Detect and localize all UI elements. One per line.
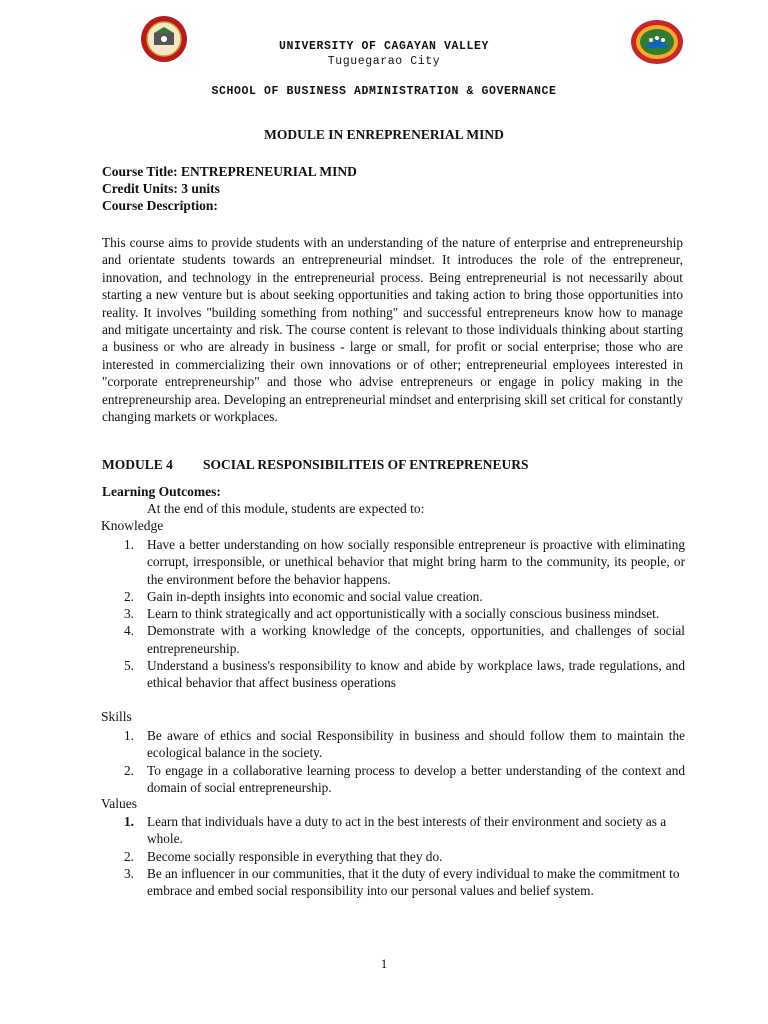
values-list (102, 813, 685, 899)
item-number: 4. (124, 623, 134, 639)
credit-units: Credit Units: 3 units (102, 181, 220, 196)
knowledge-list (102, 536, 685, 692)
item-text: Learn to think strategically and act opportunistically with a socially conscious business mindset. (147, 606, 660, 622)
module-title: MODULE IN ENREPRENERIAL MIND (264, 127, 504, 142)
item-text: Be an influencer in our communities, that it the duty of every individual to make the commitment to embrace and embed social responsibility into our personal values and belief system. (147, 865, 680, 899)
list-item (102, 727, 685, 762)
list-item (102, 588, 685, 605)
knowledge-label: Knowledge (101, 518, 164, 533)
item-text: Learn that individuals have a duty to act in the best interests of their environment and society as a whole. (147, 814, 667, 847)
list-item (102, 848, 685, 865)
module-heading: SOCIAL RESPONSIBILITEIS OF ENTREPRENEURS (203, 457, 529, 472)
list-item (102, 865, 685, 900)
university-city: Tuguegarao City (327, 55, 441, 68)
list-item (102, 605, 685, 622)
list-item (102, 657, 685, 692)
item-number: 2. (124, 762, 134, 778)
item-text: Become socially responsible in everything that they do. (147, 848, 443, 864)
list-item (102, 762, 685, 797)
item-text: Understand a business's responsibility to know and abide by workplace laws, trade regulations, and ethical behavior that affect business operations (147, 658, 685, 691)
item-number: 1. (124, 728, 134, 743)
course-description: This course aims to provide students with an understanding of the nature of enterprise and entrepreneurship and orientate students towards an entrepreneurial mindset. It introduces the role of the entrepreneur, innovation, and technology in the entrepreneurial process. Being entrepreneurial is not necessarily about starting a new venture but is about seeking opportunities and taking action to bring those opportunities into reality. It involves "building something from nothing" and successful entrepreneurs know how to manage and mitigate uncertainty and risk. The course content is relevant to those individuals thinking about starting a business or who are already in business - large or small, for profit or social enterprise; those who are interested in commercializing their own innovations or of other; entrepreneurial employees interested in "corporate entrepreneurship" and those who advise entrepreneurs or engage in policy making in the entrepreneurship area. Developing an entrepreneurial mindset and enterprising skill set critical for constantly changing markets or workplaces. (102, 235, 683, 425)
item-text: To engage in a collaborative learning process to develop a better understanding of the context and domain of social entrepreneurship. (147, 762, 685, 795)
item-number: 2. (124, 588, 134, 604)
list-item (102, 536, 685, 588)
learning-outcomes-label: Learning Outcomes: (102, 484, 221, 499)
school-name: SCHOOL OF BUSINESS ADMINISTRATION & GOVERNANCE (211, 85, 557, 98)
item-text: Be aware of ethics and social Responsibility in business and should follow them to maintain the ecological balance in the society. (147, 728, 685, 761)
values-label: Values (101, 796, 137, 811)
university-name: UNIVERSITY OF CAGAYAN VALLEY (278, 40, 490, 53)
item-number: 2. (124, 848, 134, 864)
item-text: Demonstrate with a working knowledge of the concepts, opportunities, and challenges of social entrepreneurship. (147, 623, 685, 656)
list-item (102, 813, 685, 848)
item-text: Have a better understanding on how socially responsible entrepreneur is proactive with eliminating corrupt, irresponsible, or unethical behavior that might bring harm to the community, its people, or the environment before the behavior happens. (147, 537, 685, 587)
module-number: MODULE 4 (102, 457, 173, 472)
item-number: 1. (124, 537, 134, 552)
item-number: 1. (124, 814, 134, 829)
page-number: 1 (380, 956, 388, 971)
skills-list (102, 727, 685, 796)
list-item (102, 622, 685, 657)
item-text: Gain in-depth insights into economic and social value creation. (147, 588, 483, 604)
learning-outcomes-intro: At the end of this module, students are expected to: (147, 501, 425, 516)
item-number: 3. (124, 606, 134, 622)
skills-label: Skills (101, 709, 132, 724)
course-description-label: Course Description: (102, 198, 218, 213)
course-title: Course Title: ENTREPRENEURIAL MIND (102, 164, 357, 179)
item-number: 3. (124, 865, 134, 881)
item-number: 5. (124, 658, 134, 674)
